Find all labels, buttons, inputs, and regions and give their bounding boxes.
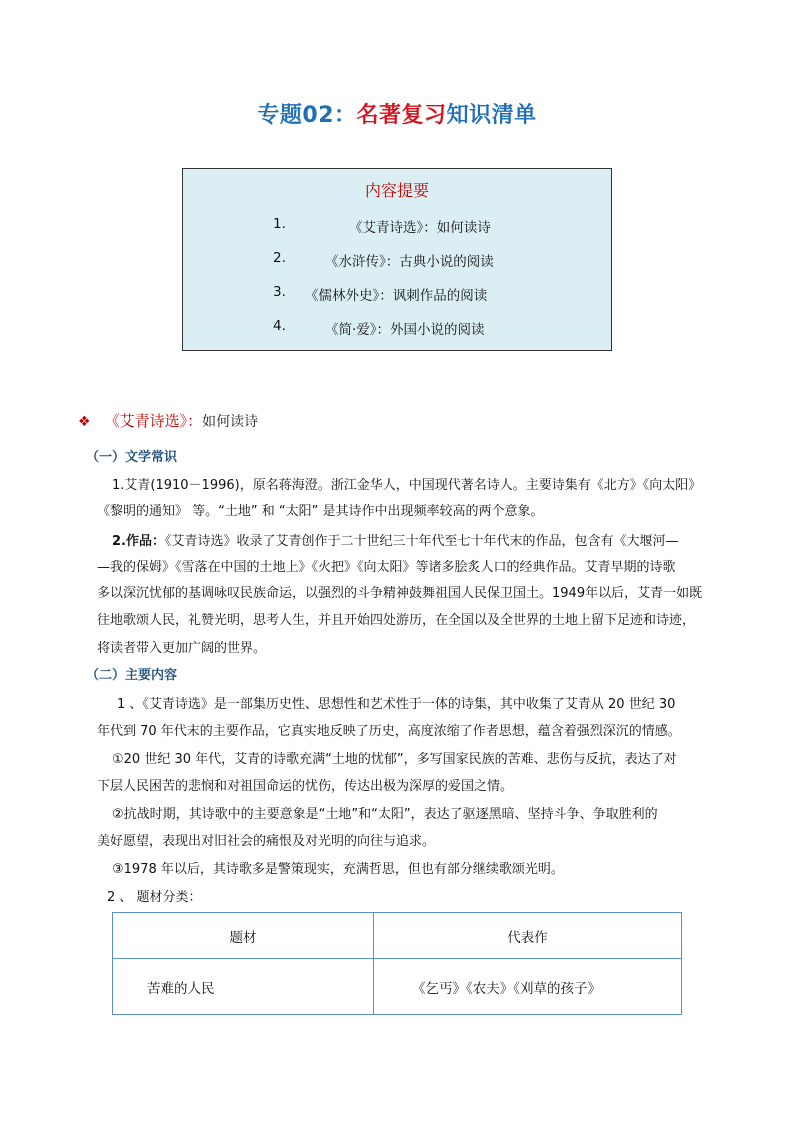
page-title [0, 98, 794, 129]
summary-item-text: 《儒林外史》：讽刺作品的阅读 [305, 288, 488, 304]
table-cell: 苦难的人民 [113, 959, 374, 1015]
paragraph-line: ③1978 年以后，其诗歌多是警策现实，充满哲思，但也有部分继续歌颂光明。 [112, 862, 564, 877]
section-subtitle: 如何读诗 [202, 414, 259, 430]
table-row [113, 959, 682, 1015]
paragraph-line: 2 、 题材分类： [107, 890, 202, 905]
subheading-main-content: （二）主要内容 [86, 668, 178, 683]
topic-table [112, 912, 682, 1015]
paragraph-line: ②抗战时期，其诗歌中的主要意象是“土地”和“太阳”，表达了驱逐黑暗、坚持斗争、争取胜利的 [112, 807, 658, 822]
table-header-cell: 代表作 [374, 913, 682, 959]
paragraph-line: —我的保姆》《雪落在中国的土地上》《火把》《向太阳》等诸多脍炙人口的经典作品。艾青早期的诗歌 [97, 560, 676, 575]
table-header-cell: 题材 [113, 913, 374, 959]
summary-item-number: 4. [273, 318, 286, 334]
summary-item-text: 《水浒传》：古典小说的阅读 [325, 254, 494, 270]
section-book-title: 《艾青诗选》 [104, 412, 188, 430]
title-part-checklist: 知识清单 [446, 103, 537, 128]
paragraph-line: 将读者带入更加广阔的世界。 [97, 641, 267, 656]
paragraph-line: 1 、《艾青诗选》是一部集历史性、思想性和艺术性于一体的诗集，其中收集了艾青从 20 世纪 30 [117, 697, 676, 712]
diamond-bullet-icon: ❖ [78, 414, 91, 430]
summary-item-number: 3. [273, 284, 286, 300]
paragraph-line: 年代到 70 年代末的主要作品，它真实地反映了历史，高度浓缩了作者思想，蕴含着强烈深沉的情感。 [97, 724, 681, 739]
title-part-review: 名著复习 [356, 103, 447, 128]
works-label: 2.作品： [112, 534, 165, 549]
summary-item-number: 2. [273, 250, 286, 266]
paragraph-line: 多以深沉忧郁的基调咏叹民族命运，以强烈的斗争精神鼓舞祖国人民保卫国土。1949年以后，艾青一如既 [97, 586, 703, 601]
paragraph-line: ①20 世纪 30 年代，艾青的诗歌充满“土地的忧郁”，多写国家民族的苦难、悲伤与反抗，表达了对 [112, 752, 677, 767]
paragraph-line: 美好愿望，表现出对旧社会的痛恨及对光明的向往与追求。 [97, 834, 436, 849]
summary-heading: 内容提要 [364, 181, 429, 200]
title-part-topic: 专题02： [257, 103, 357, 128]
paragraph-line: 下层人民困苦的悲悯和对祖国命运的忧伤，传达出极为深厚的爱国之情。 [97, 779, 514, 794]
section-colon: ： [187, 412, 203, 430]
table-cell: 《乞丐》《农夫》《刈草的孩子》 [374, 959, 682, 1015]
works-text: 《艾青诗选》收录了艾青创作于二十世纪三十年代至七十年代末的作品，包含有《大堰河— [164, 534, 679, 549]
paragraph-line: 往地歌颂人民，礼赞光明，思考人生，并且开始四处游历，在全国以及全世界的土地上留下足迹和诗迹， [97, 613, 696, 628]
paragraph-line: 《黎明的通知》 等。“土地” 和 “太阳” 是其诗作中出现频率较高的两个意象。 [97, 504, 544, 519]
summary-box [182, 168, 612, 351]
summary-item-text: 《艾青诗选》：如何读诗 [349, 220, 491, 236]
section-heading [78, 410, 258, 431]
summary-item-number: 1. [273, 216, 286, 232]
summary-item-text: 《简·爱》：外国小说的阅读 [325, 322, 485, 338]
subheading-literary-knowledge: （一）文学常识 [86, 450, 178, 465]
table-header-row [113, 913, 682, 959]
paragraph-line: 1.艾青(1910－1996)，原名蒋海澄。浙江金华人，中国现代著名诗人。主要诗集有《北方》《向太阳》 [112, 478, 702, 493]
paragraph-line [112, 530, 679, 549]
